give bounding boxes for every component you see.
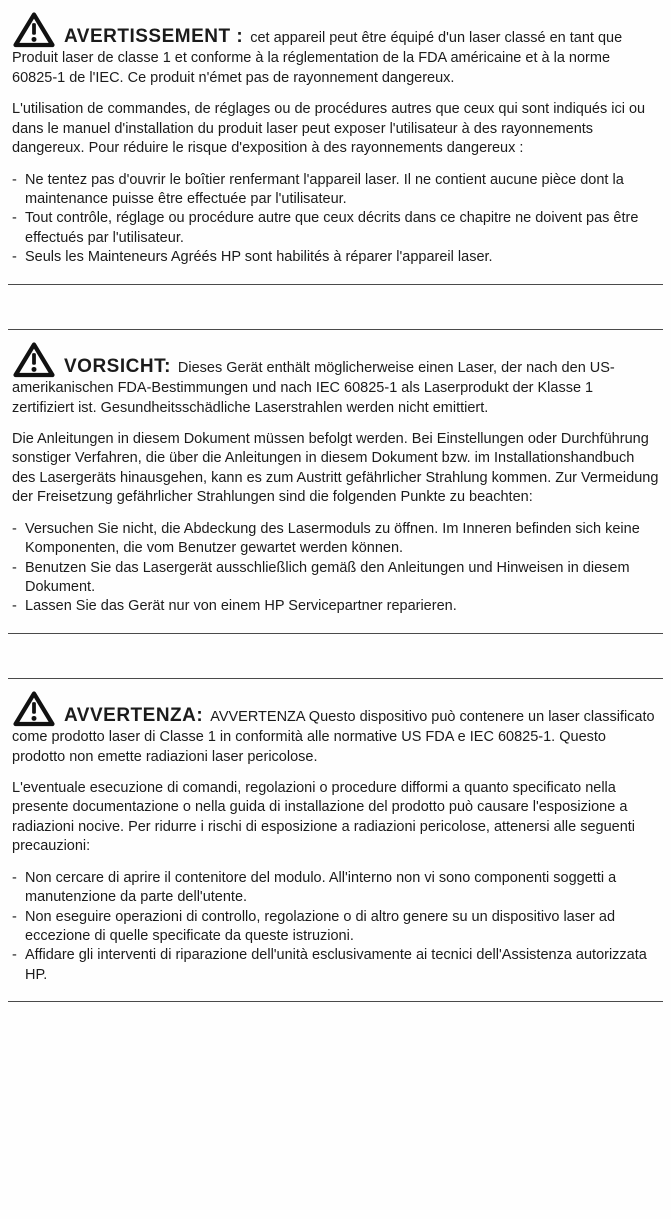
bullet-marker: -	[12, 947, 17, 964]
warning-paragraph: Die Anleitungen in diesem Dokument müssen befolgt werden. Bei Einstellungen oder Durchführung sonstiger Verfahren, die über die Anleitungen in diesem Dokument bzw. im Installationshandbuch des Lasergeräts hinausgehen, kann es zum Austritt gefährlicher Strahlung kommen. Zur Vermeidung der Freisetzung gefährlicher Strahlungen sind die folgenden Punkte zu beachten:	[12, 430, 659, 506]
bullet-text: Benutzen Sie das Lasergerät ausschließlich gemäß den Anleitungen und Hinweisen in diesem Dokument.	[25, 559, 630, 595]
warning-lead	[12, 342, 659, 418]
bullet-text: Non eseguire operazioni di controllo, regolazione o di altro genere su un dispositivo laser ad eccezione di quelle specificate da queste istruzioni.	[25, 908, 616, 945]
section-divider	[8, 1001, 663, 1002]
bullet-text: Non cercare di aprire il contenitore del modulo. All'interno non vi sono componenti soggetti a manutenzione da parte dell'utente.	[25, 869, 617, 906]
list-item	[12, 209, 659, 248]
warning-bullet-list	[12, 869, 659, 986]
list-item	[12, 520, 659, 559]
warning-lead	[12, 12, 659, 88]
warning-bullet-list	[12, 171, 659, 268]
warning-lead	[12, 691, 659, 767]
warning-section-german	[8, 340, 663, 621]
bullet-text: Affidare gli interventi di riparazione dell'unità esclusivamente ai tecnici dell'Assistenza autorizzata HP.	[25, 947, 647, 983]
list-item	[12, 597, 659, 616]
bullet-marker: -	[12, 520, 17, 537]
bullet-marker: -	[12, 908, 17, 925]
warning-heading: AVERTISSEMENT :	[64, 26, 244, 47]
warning-section-italian	[8, 689, 663, 990]
bullet-marker: -	[12, 559, 17, 576]
warning-bullet-list	[12, 520, 659, 617]
section-gap	[8, 634, 663, 678]
bullet-text: Tout contrôle, réglage ou procédure autre que ceux décrits dans ce chapitre ne doivent pas être effectués par l'utilisateur.	[25, 210, 639, 246]
warning-section-french	[8, 10, 663, 272]
bullet-text: Seuls les Mainteneurs Agréés HP sont habilités à réparer l'appareil laser.	[25, 249, 493, 266]
warning-triangle-icon	[12, 342, 56, 378]
section-divider	[8, 678, 663, 679]
warning-heading: VORSICHT:	[64, 355, 171, 377]
bullet-marker: -	[12, 171, 17, 188]
list-item	[12, 946, 659, 985]
warning-triangle-icon	[12, 12, 56, 48]
section-gap	[8, 285, 663, 329]
warning-paragraph: L'utilisation de commandes, de réglages ou de procédures autres que ceux qui sont indiqués ici ou dans le manuel d'installation du produit laser peut exposer l'utilisateur à des rayonnements dangereux. Pour réduire le risque d'exposition à des rayonnements dangereux :	[12, 101, 646, 157]
warning-triangle-icon	[12, 691, 56, 727]
bullet-marker: -	[12, 598, 17, 615]
warning-intro-text: Dieses Gerät enthält möglicherweise einen Laser, der nach den US-amerikanischen FDA-Bestimmungen und nach IEC 60825-1 als Laserprodukt der Klasse 1 zertifiziert ist. Gesundheitsschädliche Laserstrahlen werden nicht emittiert.	[12, 359, 615, 416]
warning-paragraph: L'eventuale esecuzione di comandi, regolazioni o procedure difformi a quanto specificato nella presente documentazione o nella guida di installazione del prodotto può causare l'esposizione a radiazioni nocive. Per ridurre i rischi di esposizione a radiazioni pericolose, attenersi alle seguenti precauzioni:	[12, 780, 636, 855]
bullet-text: Ne tentez pas d'ouvrir le boîtier renfermant l'appareil laser. Il ne contient aucune pièce dont la maintenance puisse être effectuée par l'utilisateur.	[25, 171, 624, 207]
list-item	[12, 559, 659, 598]
list-item	[12, 248, 659, 267]
bullet-text: Versuchen Sie nicht, die Abdeckung des Lasermoduls zu öffnen. Im Inneren befinden sich keine Komponenten, die vom Benutzer gewartet werden können.	[25, 520, 640, 557]
bullet-marker: -	[12, 869, 17, 886]
bullet-marker: -	[12, 210, 17, 227]
list-item	[12, 869, 659, 908]
section-divider	[8, 329, 663, 330]
bullet-text: Lassen Sie das Gerät nur von einem HP Servicepartner reparieren.	[25, 598, 457, 615]
bullet-marker: -	[12, 249, 17, 266]
warning-heading: AVVERTENZA:	[64, 704, 204, 726]
warning-intro-text: cet appareil peut être équipé d'un laser classé en tant que Produit laser de classe 1 et conforme à la réglementation de la FDA américaine et à la norme 60825-1 de l'IEC. Ce produit n'émet pas de rayonnement dangereux.	[12, 30, 623, 86]
list-item	[12, 908, 659, 947]
list-item	[12, 171, 659, 210]
warning-intro-text: AVVERTENZA Questo dispositivo può contenere un laser classificato come prodotto laser di Classe 1 in conformità alle normative US FDA e IEC 60825-1. Questo prodotto non emette radiazioni laser pericolose.	[12, 708, 655, 765]
